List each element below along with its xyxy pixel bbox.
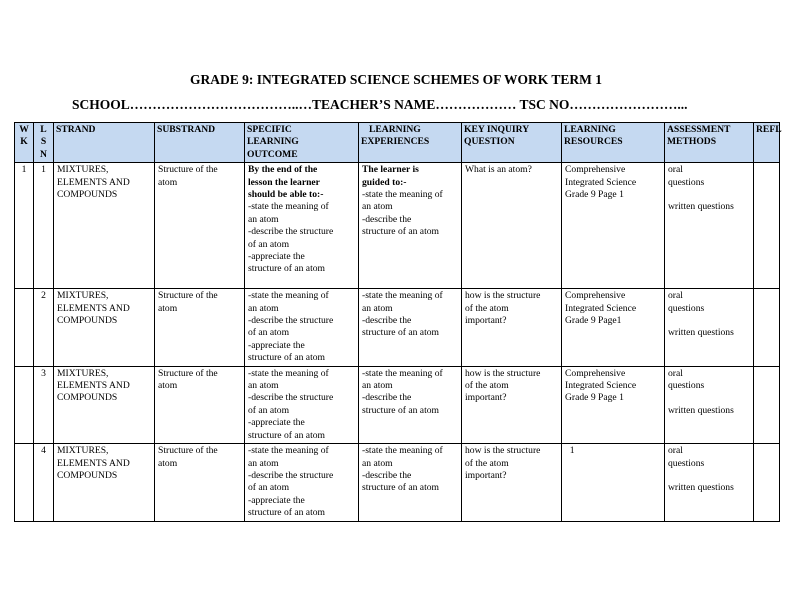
cell-inquiry: how is the structure of the atom important?: [462, 289, 562, 366]
cell-experiences: -state the meaning of an atom -describe the structure of an atom: [359, 444, 462, 522]
header-wk: W K: [15, 123, 34, 163]
table-row: [15, 163, 780, 289]
cell-refl: [754, 366, 780, 443]
header-outcome: SPECIFIC LEARNING OUTCOME: [245, 123, 359, 163]
cell-strand: MIXTURES, ELEMENTS AND COMPOUNDS: [54, 444, 155, 522]
cell-substrand: Structure of the atom: [155, 444, 245, 522]
cell-assessment: oral questions written questions: [665, 163, 754, 289]
header-refl: REFL: [754, 123, 780, 163]
cell-inquiry: What is an atom?: [462, 163, 562, 289]
cell-assessment: oral questions written questions: [665, 289, 754, 366]
cell-outcome: -state the meaning of an atom -describe the structure of an atom -appreciate the structure of an atom: [245, 366, 359, 443]
cell-strand: MIXTURES, ELEMENTS AND COMPOUNDS: [54, 366, 155, 443]
cell-resources: Comprehensive Integrated Science Grade 9 Page 1: [562, 366, 665, 443]
cell-resources: Comprehensive Integrated Science Grade 9 Page1: [562, 289, 665, 366]
cell-resources: Comprehensive Integrated Science Grade 9 Page 1: [562, 163, 665, 289]
schemes-table: [14, 122, 780, 522]
cell-lsn: 3: [34, 366, 54, 443]
cell-strand: MIXTURES, ELEMENTS AND COMPOUNDS: [54, 289, 155, 366]
cell-lsn: 1: [34, 163, 54, 289]
cell-substrand: Structure of the atom: [155, 163, 245, 289]
cell-wk: 1: [15, 163, 34, 289]
cell-lsn: 2: [34, 289, 54, 366]
cell-wk: [15, 289, 34, 366]
table-row: [15, 444, 780, 522]
table-row: [15, 366, 780, 443]
cell-refl: [754, 444, 780, 522]
cell-strand: MIXTURES, ELEMENTS AND COMPOUNDS: [54, 163, 155, 289]
header-inquiry: KEY INQUIRY QUESTION: [462, 123, 562, 163]
cell-outcome: -state the meaning of an atom -describe the structure of an atom -appreciate the structure of an atom: [245, 289, 359, 366]
document-title: GRADE 9: INTEGRATED SCIENCE SCHEMES OF WORK TERM 1: [189, 72, 603, 87]
cell-refl: [754, 163, 780, 289]
cell-refl: [754, 289, 780, 366]
header-lsn: L S N: [34, 123, 54, 163]
header-assessment: ASSESSMENT METHODS: [665, 123, 754, 163]
cell-lsn: 4: [34, 444, 54, 522]
cell-inquiry: how is the structure of the atom important?: [462, 366, 562, 443]
cell-substrand: Structure of the atom: [155, 289, 245, 366]
cell-wk: [15, 444, 34, 522]
cell-experiences: -state the meaning of an atom -describe the structure of an atom: [359, 366, 462, 443]
document-subtitle: SCHOOL………………………………..…TEACHER’S NAME……………… TSC NO……………………...: [72, 97, 688, 112]
header-strand: STRAND: [54, 123, 155, 163]
header-resources: LEARNING RESOURCES: [562, 123, 665, 163]
header-experiences: LEARNING EXPERIENCES: [359, 123, 462, 163]
header-row: [15, 123, 780, 163]
cell-resources: 1: [562, 444, 665, 522]
table-row: [15, 289, 780, 366]
cell-experiences: -state the meaning of an atom -describe the structure of an atom: [359, 289, 462, 366]
cell-outcome: -state the meaning of an atom -describe the structure of an atom -appreciate the structure of an atom: [245, 444, 359, 522]
cell-substrand: Structure of the atom: [155, 366, 245, 443]
cell-wk: [15, 366, 34, 443]
cell-assessment: oral questions written questions: [665, 444, 754, 522]
cell-assessment: oral questions written questions: [665, 366, 754, 443]
cell-outcome: By the end of the lesson the learner should be able to:- -state the meaning of an atom -describe the structure of an atom -appreciate the structure of an atom: [245, 163, 359, 289]
header-substrand: SUBSTRAND: [155, 123, 245, 163]
cell-inquiry: how is the structure of the atom important?: [462, 444, 562, 522]
cell-experiences: The learner is guided to:- -state the meaning of an atom -describe the structure of an atom: [359, 163, 462, 289]
